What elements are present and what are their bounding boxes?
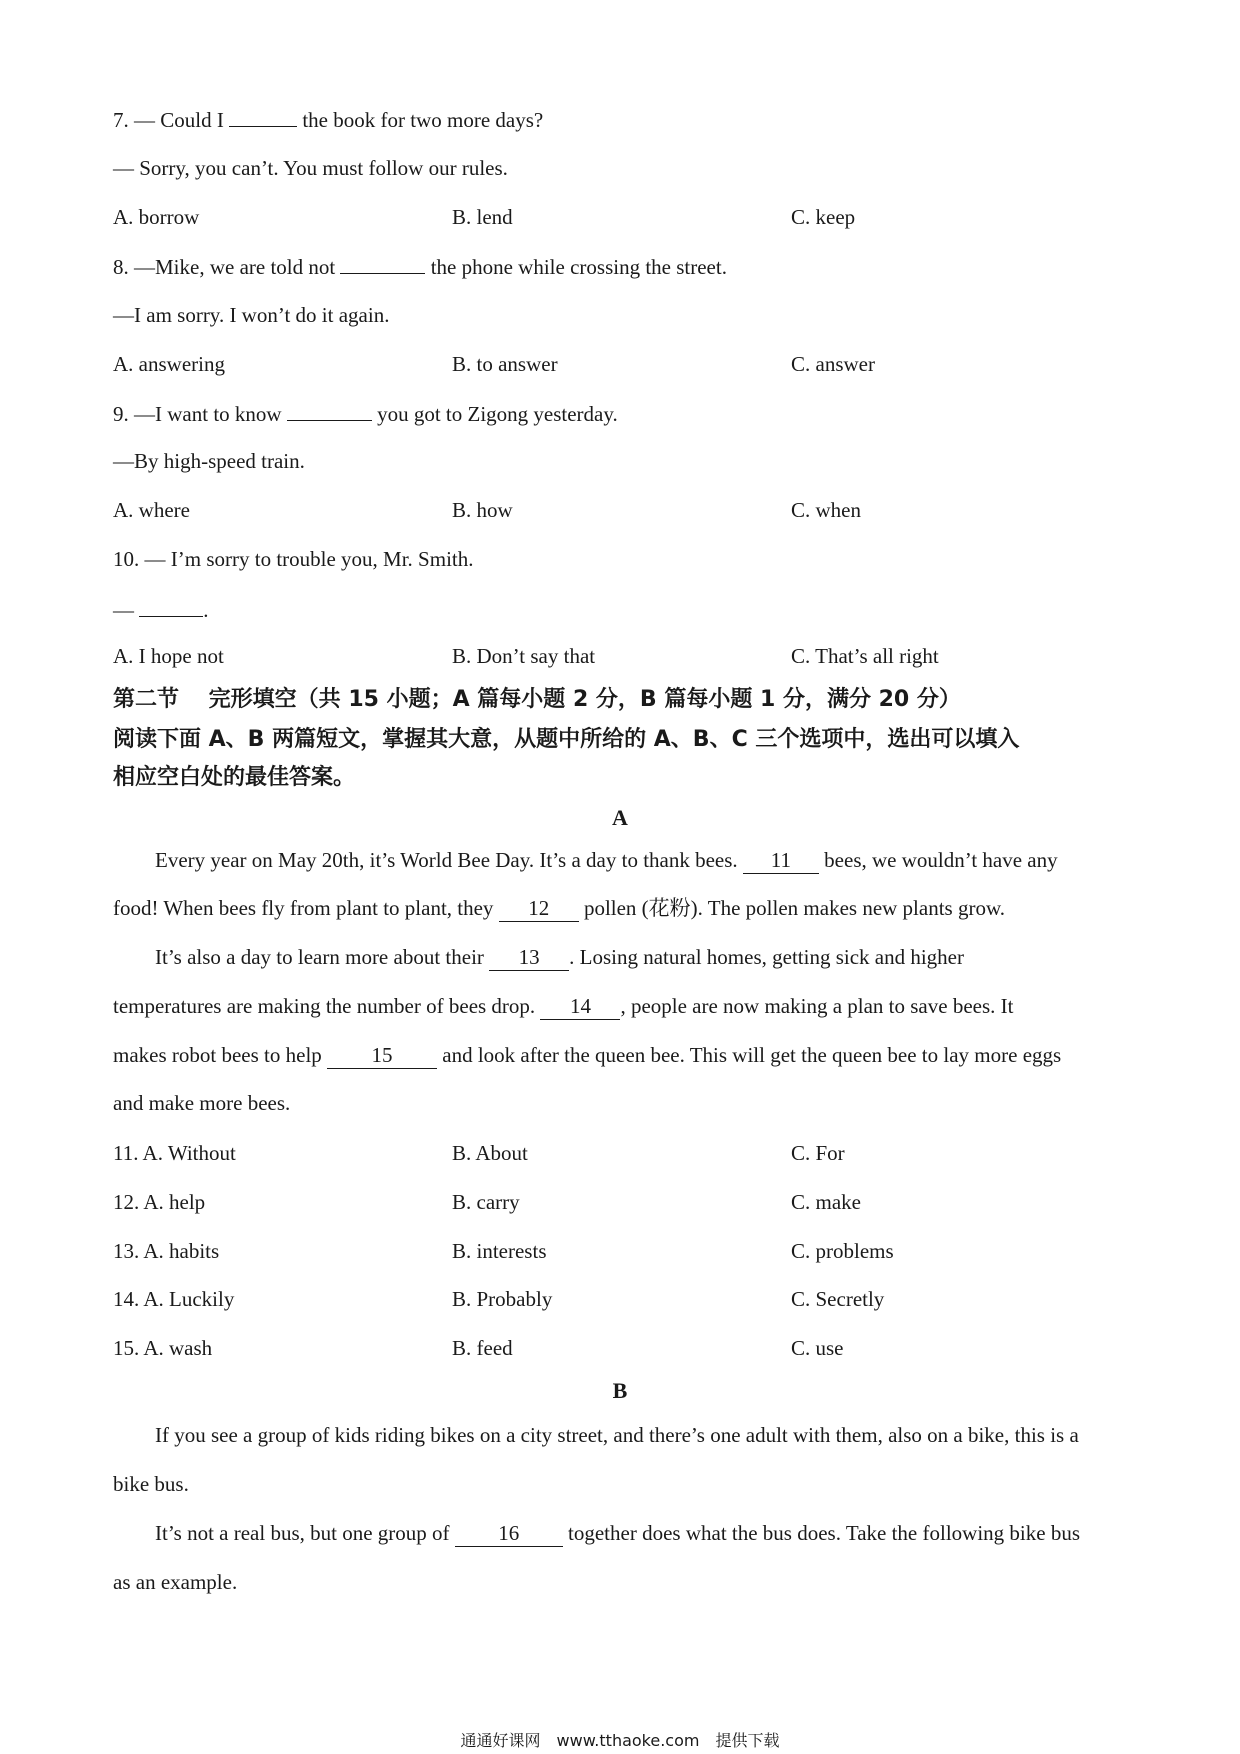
q11-option-c: C. For	[791, 1141, 845, 1165]
passage-b-heading: B	[612, 1378, 628, 1403]
q7-reply: — Sorry, you can’t. You must follow our rules.	[113, 156, 508, 180]
passage-a-line: Every year on May 20th, it’s World Bee Day. It’s a day to thank bees. 11 bees, we wouldn’t have any	[155, 848, 1058, 872]
q12-option-c: C. make	[791, 1190, 861, 1214]
blank-14: 14	[540, 993, 620, 1020]
q10-option-b: B. Don’t say that	[452, 644, 596, 668]
blank-16: 16	[455, 1520, 563, 1547]
q10-stem: 10. — I’m sorry to trouble you, Mr. Smith.	[113, 547, 474, 571]
q8-reply: —I am sorry. I won’t do it again.	[113, 303, 390, 327]
q11-option-a: 11. A. Without	[113, 1141, 236, 1165]
q8-option-c: C. answer	[791, 352, 875, 376]
q10-option-c: C. That’s all right	[791, 644, 939, 668]
q7-stem: 7. — Could I the book for two more days?	[113, 108, 544, 132]
q14-option-a: 14. A. Luckily	[113, 1287, 235, 1311]
q9-option-c: C. when	[791, 498, 861, 522]
q9-reply: —By high-speed train.	[113, 449, 305, 473]
q12-option-b: B. carry	[452, 1190, 520, 1214]
answer-blank	[139, 596, 203, 617]
q14-option-b: B. Probably	[452, 1287, 553, 1311]
q7-option-a: A. borrow	[113, 205, 200, 229]
q15-option-b: B. feed	[452, 1336, 513, 1360]
blank-13: 13	[489, 944, 569, 971]
blank-15: 15	[327, 1042, 437, 1069]
answer-blank	[229, 106, 297, 127]
q8-stem: 8. —Mike, we are told not the phone while crossing the street.	[113, 255, 727, 279]
section-title: 第二节 完形填空（共 15 小题；A 篇每小题 2 分，B 篇每小题 1 分，满分 20 分）	[113, 687, 961, 712]
passage-b-line: as an example.	[113, 1570, 238, 1594]
q7-option-b: B. lend	[452, 205, 513, 229]
passage-a-line: and make more bees.	[113, 1091, 291, 1115]
page-footer: 通通好课网 www.tthaoke.com 提供下载	[460, 1731, 780, 1750]
q9-option-b: B. how	[452, 498, 513, 522]
section-instruction: 阅读下面 A、B 两篇短文，掌握其大意，从题中所给的 A、B、C 三个选项中，选出可以填入	[113, 727, 1020, 752]
q14-option-c: C. Secretly	[791, 1287, 885, 1311]
passage-b-line: It’s not a real bus, but one group of 16 together does what the bus does. Take the following bike bus	[155, 1521, 1080, 1545]
q12-option-a: 12. A. help	[113, 1190, 206, 1214]
passage-a-line: temperatures are making the number of bees drop. 14 , people are now making a plan to save bees. It	[113, 994, 1014, 1018]
q9-stem: 9. —I want to know you got to Zigong yesterday.	[113, 402, 618, 426]
blank-12: 12	[499, 895, 579, 922]
passage-a-line: makes robot bees to help 15 and look after the queen bee. This will get the queen bee to lay more eggs	[113, 1043, 1062, 1067]
q10-reply: — .	[113, 598, 209, 622]
q13-option-c: C. problems	[791, 1239, 894, 1263]
q7-option-c: C. keep	[791, 205, 856, 229]
q9-option-a: A. where	[113, 498, 190, 522]
q13-option-b: B. interests	[452, 1239, 547, 1263]
passage-a-heading: A	[612, 805, 628, 830]
passage-b-line: bike bus.	[113, 1472, 189, 1496]
blank-11: 11	[743, 847, 819, 874]
q13-option-a: 13. A. habits	[113, 1239, 220, 1263]
passage-b-line: If you see a group of kids riding bikes on a city street, and there’s one adult with them, also on a bike, this is a	[155, 1423, 1079, 1447]
passage-a-line: food! When bees fly from plant to plant, they 12 pollen (花粉). The pollen makes new plants grow.	[113, 896, 1006, 920]
passage-a-line: It’s also a day to learn more about their 13 . Losing natural homes, getting sick and higher	[155, 945, 964, 969]
answer-blank	[340, 253, 425, 274]
q8-option-b: B. to answer	[452, 352, 558, 376]
q15-option-c: C. use	[791, 1336, 844, 1360]
answer-blank	[287, 400, 372, 421]
q11-option-b: B. About	[452, 1141, 528, 1165]
section-instruction-cont: 相应空白处的最佳答案。	[113, 765, 356, 790]
q15-option-a: 15. A. wash	[113, 1336, 213, 1360]
q10-option-a: A. I hope not	[113, 644, 224, 668]
q8-option-a: A. answering	[113, 352, 225, 376]
